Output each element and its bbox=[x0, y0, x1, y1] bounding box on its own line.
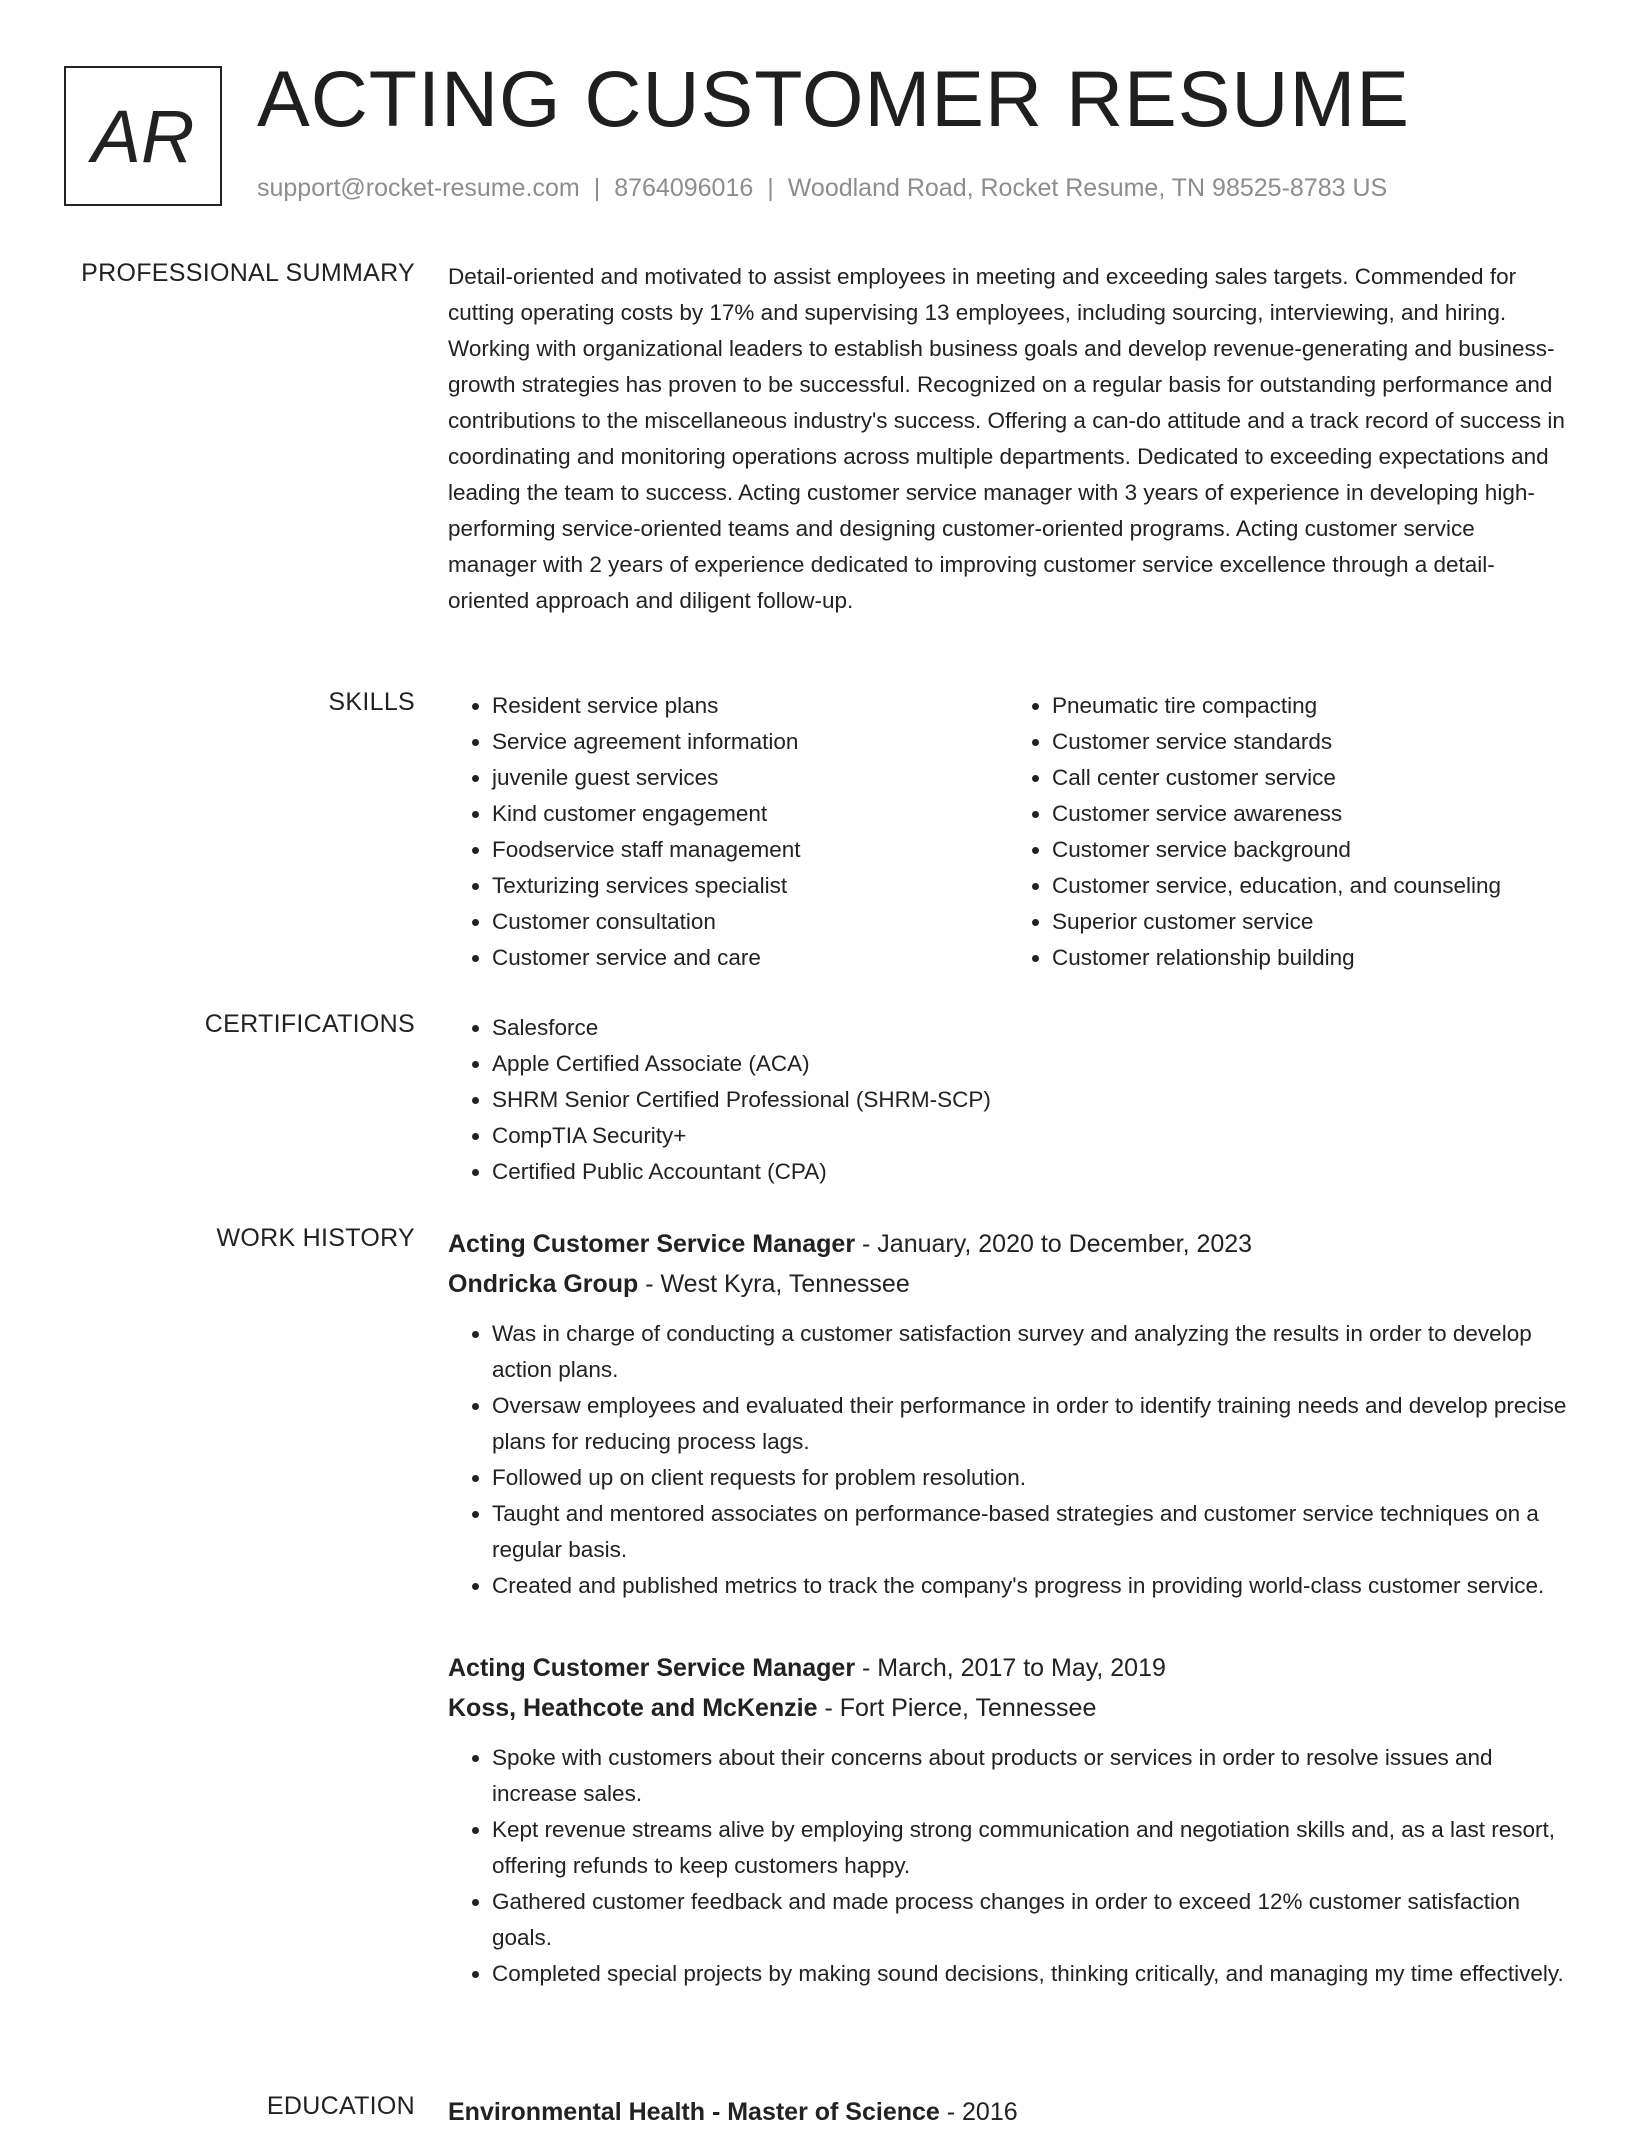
skills-body bbox=[448, 688, 1568, 976]
contact-address: Woodland Road, Rocket Resume, TN 98525-8783 US bbox=[787, 174, 1388, 202]
job-duty: • Completed special projects by making sound decisions, thinking critically, and managing my time effectively. bbox=[492, 1956, 1568, 1992]
job-entry bbox=[448, 1648, 1568, 1992]
job-location: - Fort Pierce, Tennessee bbox=[817, 1694, 1097, 1722]
skill-item: • Call center customer service bbox=[1052, 760, 1568, 796]
job-duty: • Followed up on client requests for problem resolution. bbox=[492, 1460, 1568, 1496]
job-entry bbox=[448, 1224, 1568, 1604]
skills-list-left bbox=[448, 688, 1008, 976]
job-duties-list bbox=[448, 1740, 1568, 1992]
skill-item: • Customer service, education, and counseling bbox=[1052, 868, 1568, 904]
summary-text: Detail-oriented and motivated to assist employees in meeting and exceeding sales targets. Commended for cutting operating costs by 17% and supervising 13 employees, including sourcing, interviewing, and hiring. Working with organizational leaders to establish business goals and develop revenue-generating and business-growth strategies has proven to be successful. Recognized on a regular basis for outstanding performance and contributions to the miscellaneous industry's success. Offering a can-do attitude and a track record of success in coordinating and monitoring operations across multiple departments. Dedicated to exceeding expectations and leading the team to success. Acting customer service manager with 3 years of experience in developing high-performing service-oriented teams and designing customer-oriented programs. Acting customer service manager with 2 years of experience dedicated to improving customer service excellence through a detail-oriented approach and diligent follow-up. bbox=[448, 264, 1565, 613]
skill-item: • Customer relationship building bbox=[1052, 940, 1568, 976]
monogram-badge bbox=[64, 66, 222, 206]
skill-item: • Foodservice staff management bbox=[492, 832, 1008, 868]
certification-item: • Apple Certified Associate (ACA) bbox=[492, 1046, 1568, 1082]
job-dates: - January, 2020 to December, 2023 bbox=[855, 1230, 1253, 1258]
skill-item: • Kind customer engagement bbox=[492, 796, 1008, 832]
section-label-skills: SKILLS bbox=[328, 688, 415, 716]
job-title: Acting Customer Service Manager bbox=[448, 1654, 856, 1682]
section-label-work-history: WORK HISTORY bbox=[216, 1224, 415, 1252]
skill-item: • Customer consultation bbox=[492, 904, 1008, 940]
contact-separator: | bbox=[767, 174, 774, 202]
education-line bbox=[448, 2092, 1568, 2132]
resume-title: ACTING CUSTOMER RESUME bbox=[257, 54, 1410, 143]
education-degree: Environmental Health - Master of Science bbox=[448, 2098, 940, 2126]
skill-item: • Pneumatic tire compacting bbox=[1052, 688, 1568, 724]
summary-body bbox=[448, 259, 1568, 619]
job-title-line bbox=[448, 1648, 1568, 1688]
job-duty: • Taught and mentored associates on performance-based strategies and customer service techniques on a regular basis. bbox=[492, 1496, 1568, 1568]
skill-item: • Customer service background bbox=[1052, 832, 1568, 868]
job-duty: • Kept revenue streams alive by employing strong communication and negotiation skills and, as a last resort, offering refunds to keep customers happy. bbox=[492, 1812, 1568, 1884]
section-label-certifications: CERTIFICATIONS bbox=[204, 1010, 415, 1038]
certification-item: • Certified Public Accountant (CPA) bbox=[492, 1154, 1568, 1190]
skill-item: • Customer service standards bbox=[1052, 724, 1568, 760]
skill-item: • Superior customer service bbox=[1052, 904, 1568, 940]
contact-phone: 8764096016 bbox=[614, 174, 754, 202]
contact-email: support@rocket-resume.com bbox=[257, 174, 580, 202]
job-company: Koss, Heathcote and McKenzie bbox=[448, 1694, 818, 1722]
job-company-line bbox=[448, 1264, 1568, 1304]
skill-item: • Resident service plans bbox=[492, 688, 1008, 724]
skill-item: • Service agreement information bbox=[492, 724, 1008, 760]
certifications-list bbox=[448, 1010, 1568, 1190]
job-location: - West Kyra, Tennessee bbox=[638, 1270, 910, 1298]
job-duty: • Oversaw employees and evaluated their performance in order to identify training needs and develop precise plans for reducing process lags. bbox=[492, 1388, 1568, 1460]
work-history-body bbox=[448, 1224, 1568, 1992]
certification-item: • CompTIA Security+ bbox=[492, 1118, 1568, 1154]
skills-list-right bbox=[1008, 688, 1568, 976]
job-title: Acting Customer Service Manager bbox=[448, 1230, 856, 1258]
job-company-line bbox=[448, 1688, 1568, 1728]
job-company: Ondricka Group bbox=[448, 1270, 639, 1298]
job-dates: - March, 2017 to May, 2019 bbox=[855, 1654, 1166, 1682]
job-duty: • Was in charge of conducting a customer satisfaction survey and analyzing the results in order to develop action plans. bbox=[492, 1316, 1568, 1388]
job-duty: • Spoke with customers about their concerns about products or services in order to resolve issues and increase sales. bbox=[492, 1740, 1568, 1812]
section-label-summary: PROFESSIONAL SUMMARY bbox=[81, 259, 415, 287]
skill-item: • Customer service and care bbox=[492, 940, 1008, 976]
contact-line bbox=[257, 174, 1387, 203]
certification-item: • SHRM Senior Certified Professional (SHRM-SCP) bbox=[492, 1082, 1568, 1118]
skill-item: • Texturizing services specialist bbox=[492, 868, 1008, 904]
skill-item: • juvenile guest services bbox=[492, 760, 1008, 796]
contact-separator: | bbox=[593, 174, 601, 202]
job-duty: • Gathered customer feedback and made process changes in order to exceed 12% customer satisfaction goals. bbox=[492, 1884, 1568, 1956]
education-year: - 2016 bbox=[939, 2098, 1018, 2126]
job-duties-list bbox=[448, 1316, 1568, 1604]
monogram-initials: AR bbox=[91, 94, 195, 178]
section-label-education: EDUCATION bbox=[266, 2092, 415, 2120]
job-title-line bbox=[448, 1224, 1568, 1264]
education-body bbox=[448, 2092, 1568, 2132]
skill-item: • Customer service awareness bbox=[1052, 796, 1568, 832]
job-duty: • Created and published metrics to track the company's progress in providing world-class customer service. bbox=[492, 1568, 1568, 1604]
certifications-body bbox=[448, 1010, 1568, 1190]
certification-item: • Salesforce bbox=[492, 1010, 1568, 1046]
